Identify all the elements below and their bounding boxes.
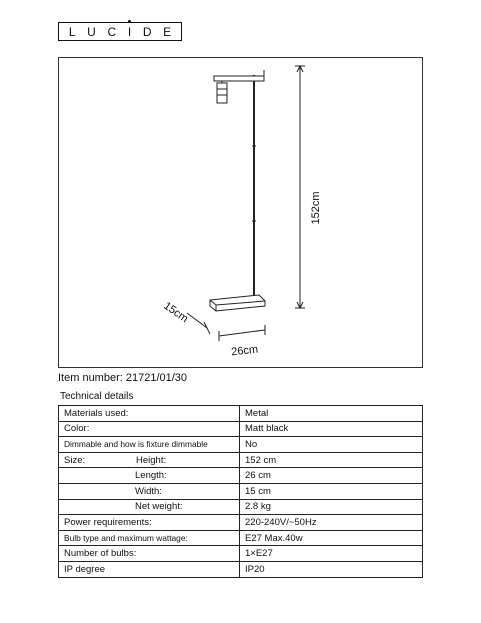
product-drawing [58, 57, 423, 368]
technical-details-title: Technical details [60, 391, 134, 402]
logo-letter: C [107, 24, 117, 39]
spec-sublabel: Net weight: [135, 501, 183, 513]
logo-letter: U [87, 24, 96, 39]
spec-label: Color: [59, 421, 240, 437]
spec-sublabel: Width: [135, 485, 162, 497]
spec-sublabel: Length: [135, 470, 167, 482]
table-row [59, 515, 423, 531]
spec-label: Dimmable and how is fixture dimmable [59, 437, 240, 453]
spec-label: Size: [64, 454, 86, 466]
spec-sublabel: Height: [136, 454, 167, 466]
spec-value: 220-240V/~50Hz [240, 515, 423, 531]
brand-logo [58, 22, 182, 41]
spec-label-size [59, 452, 240, 468]
spec-value: Metal [240, 406, 423, 422]
logo-letter: I [127, 24, 132, 39]
spec-value: Matt black [240, 421, 423, 437]
table-row [59, 530, 423, 546]
depth-label: 15cm [161, 299, 191, 326]
spec-value: 15 cm [240, 483, 423, 499]
spec-value: IP20 [240, 561, 423, 577]
table-row [59, 437, 423, 453]
table-row [59, 468, 423, 484]
table-row [59, 421, 423, 437]
spec-label-cell [59, 499, 240, 515]
table-row [59, 499, 423, 515]
item-number: Item number: 21721/01/30 [58, 372, 188, 384]
spec-label: Materials used: [59, 406, 240, 422]
table-row [59, 483, 423, 499]
table-row [59, 452, 423, 468]
spec-value: 1×E27 [240, 546, 423, 562]
spec-value: 2.8 kg [240, 499, 423, 515]
height-label: 152cm [310, 191, 322, 225]
table-row [59, 561, 423, 577]
logo-letter: E [163, 24, 172, 39]
spec-label-cell [59, 483, 240, 499]
spec-label: Power requirements: [59, 515, 240, 531]
spec-value: E27 Max.40w [240, 530, 423, 546]
spec-value: No [240, 437, 423, 453]
table-row [59, 406, 423, 422]
table-row [59, 546, 423, 562]
spec-label: IP degree [59, 561, 240, 577]
logo-letter: L [68, 24, 76, 39]
width-dimension-line [219, 330, 265, 336]
lamp-arm [214, 76, 264, 81]
spec-label-cell [59, 468, 240, 484]
specs-table [58, 405, 423, 578]
spec-value: 152 cm [240, 452, 423, 468]
logo-letter: D [142, 24, 152, 39]
spec-value: 26 cm [240, 468, 423, 484]
width-label: 26cm [230, 343, 259, 359]
lamp-shade [217, 83, 227, 103]
spec-label: Bulb type and maximum wattage: [59, 530, 240, 546]
spec-label: Number of bulbs: [59, 546, 240, 562]
floor-lamp-illustration [59, 58, 424, 369]
